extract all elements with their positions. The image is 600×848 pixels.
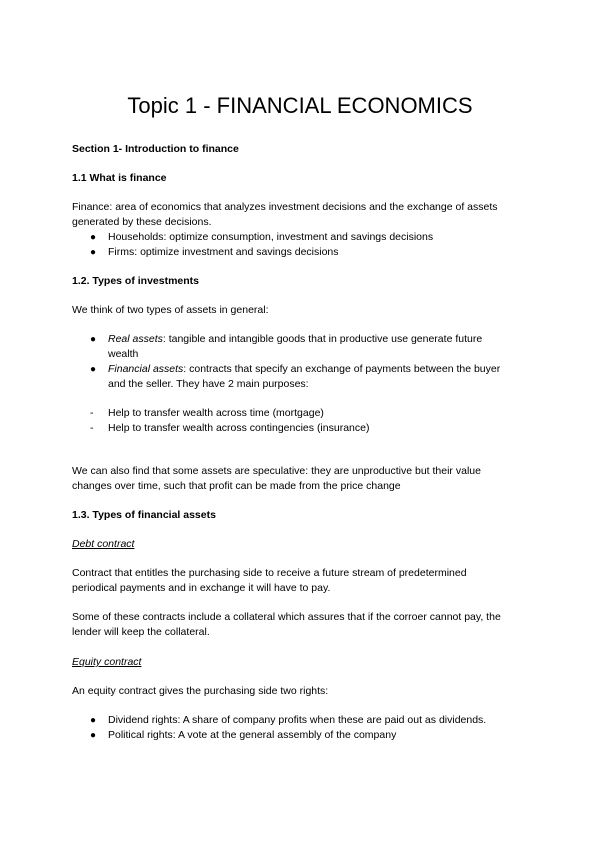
dash-icon: -: [90, 422, 94, 434]
page-title: Topic 1 - FINANCIAL ECONOMICS: [127, 93, 473, 118]
bullet-icon: ●: [90, 715, 97, 726]
finance-definition-line-2: generated by these decisions.: [72, 216, 212, 228]
list-item: Real assets: tangible and intangible goods that in productive use generate future: [108, 333, 483, 345]
list-item: Financial assets: contracts that specify an exchange of payments between the buyer: [108, 363, 501, 375]
debt-para-2-line-2: lender will keep the collateral.: [72, 626, 210, 638]
section-heading: Section 1- Introduction to finance: [72, 143, 239, 155]
equity-intro: An equity contract gives the purchasing side two rights:: [72, 685, 329, 697]
investments-intro: We think of two types of assets in general:: [72, 304, 269, 316]
bullet-icon: ●: [90, 232, 97, 243]
list-item: Dividend rights: A share of company profits when these are paid out as dividends.: [108, 714, 487, 726]
speculative-line-1: We can also find that some assets are speculative: they are unproductive but their value: [72, 465, 481, 477]
heading-1-2: 1.2. Types of investments: [72, 275, 200, 287]
list-item-continuation: wealth: [108, 348, 139, 360]
list-item: Households: optimize consumption, investment and savings decisions: [108, 231, 434, 243]
heading-1-3: 1.3. Types of financial assets: [72, 509, 216, 521]
bullet-icon: ●: [90, 247, 97, 258]
debt-para-1-line-2: periodical payments and in exchange it will have to pay.: [72, 582, 331, 594]
finance-definition-line-1: Finance: area of economics that analyzes investment decisions and the exchange of assets: [72, 201, 498, 213]
debt-contract-heading: Debt contract: [72, 538, 135, 550]
dash-item: Help to transfer wealth across time (mortgage): [108, 407, 324, 419]
bullet-icon: ●: [90, 730, 97, 741]
dash-item: Help to transfer wealth across contingencies (insurance): [108, 422, 370, 434]
speculative-line-2: changes over time, such that profit can be made from the price change: [72, 480, 401, 492]
heading-1-1: 1.1 What is finance: [72, 172, 167, 184]
bullet-icon: ●: [90, 364, 97, 375]
equity-contract-heading: Equity contract: [72, 656, 142, 668]
list-item: Political rights: A vote at the general assembly of the company: [108, 729, 397, 741]
list-item: Firms: optimize investment and savings decisions: [108, 246, 339, 258]
list-item-continuation: and the seller. They have 2 main purposes:: [108, 378, 309, 390]
debt-para-1-line-1: Contract that entitles the purchasing side to receive a future stream of predetermined: [72, 567, 467, 579]
bullet-icon: ●: [90, 334, 97, 345]
debt-para-2-line-1: Some of these contracts include a collateral which assures that if the corroer cannot pay, the: [72, 611, 501, 623]
dash-icon: -: [90, 407, 94, 419]
